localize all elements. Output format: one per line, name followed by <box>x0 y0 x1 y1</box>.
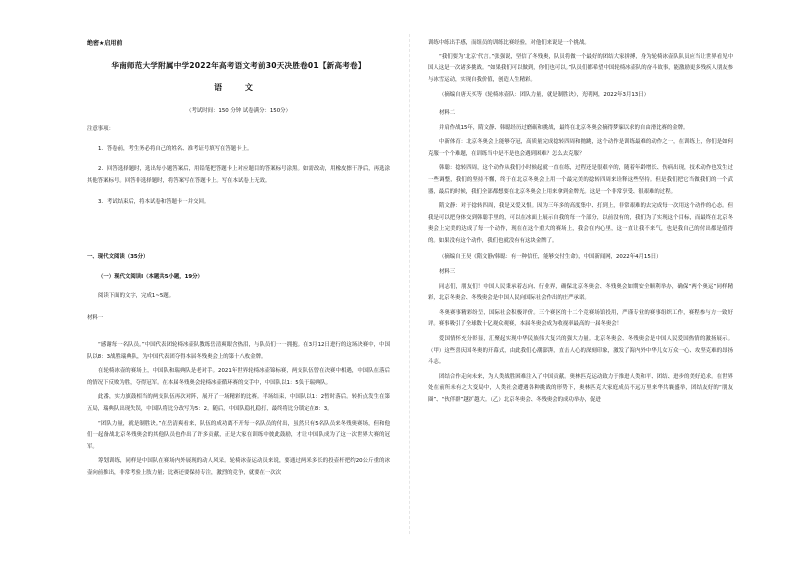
material1-label: 材料一 <box>87 314 104 321</box>
material2-paragraph: 隋文静：对于捻转四周，我是又爱又恨。因为三年多的高度集中、打到上，非常艰难的去完成每一次用这个动作的心态。但我是可以把身体交到韩聪手里的，可以在冰面上展示自我的每一个部分，以前没有的，我们为了实现这个目标，而最终在北京冬奥会上完美的达成了每一个动作，现在在这个重大的赛场上，我会在内心里，这一直让我不来气，也是我自己的付出都是值得的。如果没有这个动作，我们也就没有有这块金牌了。 <box>428 203 733 244</box>
note-item: 1．答卷前，考生务必将自己的姓名、准考证号填写在答题卡上。 <box>98 145 253 152</box>
sub-section-heading: （一）现代文阅读Ⅰ（本题共5小题，19分） <box>98 273 203 280</box>
note-item: 2．回答选择题时，选出每小题答案后，用铅笔把答题卡上对应题目的答案标号涂黑。如需改动，用橡皮擦干净后，再选涂其他答案标号。回答非选择题时，将答案写在答题卡上。写在本试卷上无效。 <box>87 166 390 184</box>
material1-paragraph: “团队力量，就是制胜诀。”在岳清爽看来，队伍的成功离不开每一名队员的付出，虽然只有5名队员来冬残奥赛场，但和他们一起备战北京冬残奥会的其他队员也作出了许多贡献，正是大家在训练中彼此鼓励，才让中国队成为了这一次世界大赛的冠军。 <box>87 420 390 450</box>
material1-paragraph: 筹划训练，同样是中国队在赛场内外展现的动人风采。轮椅冰壶运动员来说，要通过两米多长的投壶杆把约20公斤重的冰壶向前推出，非常考验上肢力量；比赛还要保持专注，激烈的竞争，就要在一次次 <box>87 458 390 476</box>
material1-paragraph: 在轮椅冰壶的赛场上，中国队和瑞典队是老对手。2021年世界轮椅冰壶锦标赛，两支队伍曾在决赛中相遇，中国队在落后的情况下反败为胜，夺得冠军。在本届冬残奥会轮椅冰壶循环赛的交手中，中国队以1：5负于瑞典队。 <box>87 368 390 386</box>
material3-paragraph: 冬奥赛事精彩纷呈，国际社会积极评价。三个赛区的十二个竞赛场馆投用，严谨专业的赛事组织工作，赛程参与方一致好评。赛事吸引了全球数十亿观众观赛，本届冬奥会成为收视率最高的一届冬奥会！ <box>428 309 733 328</box>
material3-paragraph: 同志们，朋友们！中国人民秉承着志向、行业界，确保北京冬奥会、冬残奥会如期安全顺利举办，确保“两个奥运”同样精彩，北京冬奥会、冬残奥会是中国人民向国际社会作出的庄严承诺。 <box>428 283 733 302</box>
reading-instruction: 阅读下面的文字，完成1~5题。 <box>98 293 175 300</box>
section-block <box>87 252 390 324</box>
material1-continuation: 训练中练出手感，而组员的训练比赛经验，对他们来说是一个挑战。 <box>428 40 590 46</box>
material2-paragraph: 并肩作战15年，隋文静、韩聪经历过磨砺和挑战，最终在北京冬奥会摘得梦寐以求的自由滑比赛的金牌。 <box>439 124 689 131</box>
material3-paragraph: 团结合作走向未来，为人类战胜困难注入了中国贡献。奥林匹克运动致力于推进人类和平、团结、进步的美好追求。在世界处在前所未有之大变局中，人类社会遭遇各种挑战的形势下，奥林匹克大家庭成员不远万里来华共襄盛举，团结友好的“朋友圈”、“伙伴群”越扩越大。（乙）北京冬奥会、冬残奥会的成功举办，促进 <box>428 373 733 404</box>
notes-heading: 注意事项： <box>87 126 114 132</box>
material1-body <box>87 340 390 480</box>
material3-label: 材料三 <box>439 269 456 276</box>
confidential-mark: 绝密★启用前 <box>87 40 123 47</box>
exam-info: （考试时间：150 分钟 试卷满分：150分） <box>186 108 291 114</box>
material1-source: （摘编自唐天买等《轮椅冰壶队：团队力量，就是制胜诀》，光明网，2022年3月13日） <box>439 92 649 99</box>
material2-label: 材料二 <box>439 109 456 116</box>
subject-title: 语 文 <box>214 83 263 92</box>
note-item: 3．考试结束后，将本试卷和答题卡一并交回。 <box>98 199 210 206</box>
material1-paragraph: “感谢每一名队员。”中国代表团轮椅冰壶队教练岳清爽眼含热泪，与队员们一一拥抱。在3月12日进行的这场决赛中，中国队以8：3战胜瑞典队，为中国代表团夺得本届冬残奥会上的第十八枚金牌。 <box>87 342 390 360</box>
material3-paragraph: 爱国情怀充分彰显，汇聚起实现中华民族伟大复兴的强大力量。北京冬奥会、冬残奥会是中国人民爱国热情的激扬展示。（甲）这些喜庆国冬奥的开幕式，由此我们心潮澎湃，直击人心的深刻印象，激发了海内外中华儿女万众一心、攻坚克难的昂扬斗志。 <box>428 336 733 366</box>
material2-paragraph: 中新体育：北京冬奥会上能够夺冠，高质量完成捻转四周和抛跳，这个动作是训练最难的动作之一，在训练上，你们是如何克服一个个难题，在训练当中是不是也会遇到困难？怎么去克服？ <box>428 139 733 157</box>
notes-block <box>87 124 390 209</box>
material1-paragraph: 此番，实力旗鼓相当的两支队伍再次对阵，展开了一场精彩的比赛。半场结束，中国队以1：2暂时落后。转折点发生在第五局，瑞典队出现失误，中国队将比分改写为5：2。随后，中国队稳扎稳打，最终将比分锁定在8：3。 <box>87 394 390 412</box>
material2-paragraph: 韩聪：捻转四周，这个动作从我们小时候起就一直在练，过程还是很艰辛的，随着年龄增长、伤病出现，技术动作也发生过一些调整，我们的坚持不懈，终于在北京冬奥会上用一个最完美的捻转四周来诠释这些坚持。但是我们把它当做我们的一个武器，最后的时候，我们全部都想要在北京冬奥会上用来拿到金牌光。这是一个非常享受、很艰难的过程。 <box>428 165 733 195</box>
section-heading: 一、现代文阅读（35分） <box>87 254 149 260</box>
exam-title: 华南师范大学附属中学2022年高考语文考前30天决胜卷01【新高考卷】 <box>111 61 366 70</box>
material1-quote-paragraph: “我们要为‘北京’代言。”张强说，坚信了冬残奥，队员将做一个最好的团结大家拼搏，身为轮椅冰壶队队员应当让世界看见中国人这是一次诸多挑战。“如果我们可以做到，你们也可以。”队员们都希望中国轮椅冰壶队的奋斗故事，能激励更多残疾人朋友参与冰雪运动，实现自我价值，创造人生精彩。 <box>428 53 733 83</box>
column-divider <box>409 34 410 534</box>
right-column <box>428 38 733 407</box>
material2-source: （摘编自王昊《隋文静/韩聪：有一种信任，能够交付生命》，中国新闻网，2022年4月15日） <box>439 253 662 260</box>
